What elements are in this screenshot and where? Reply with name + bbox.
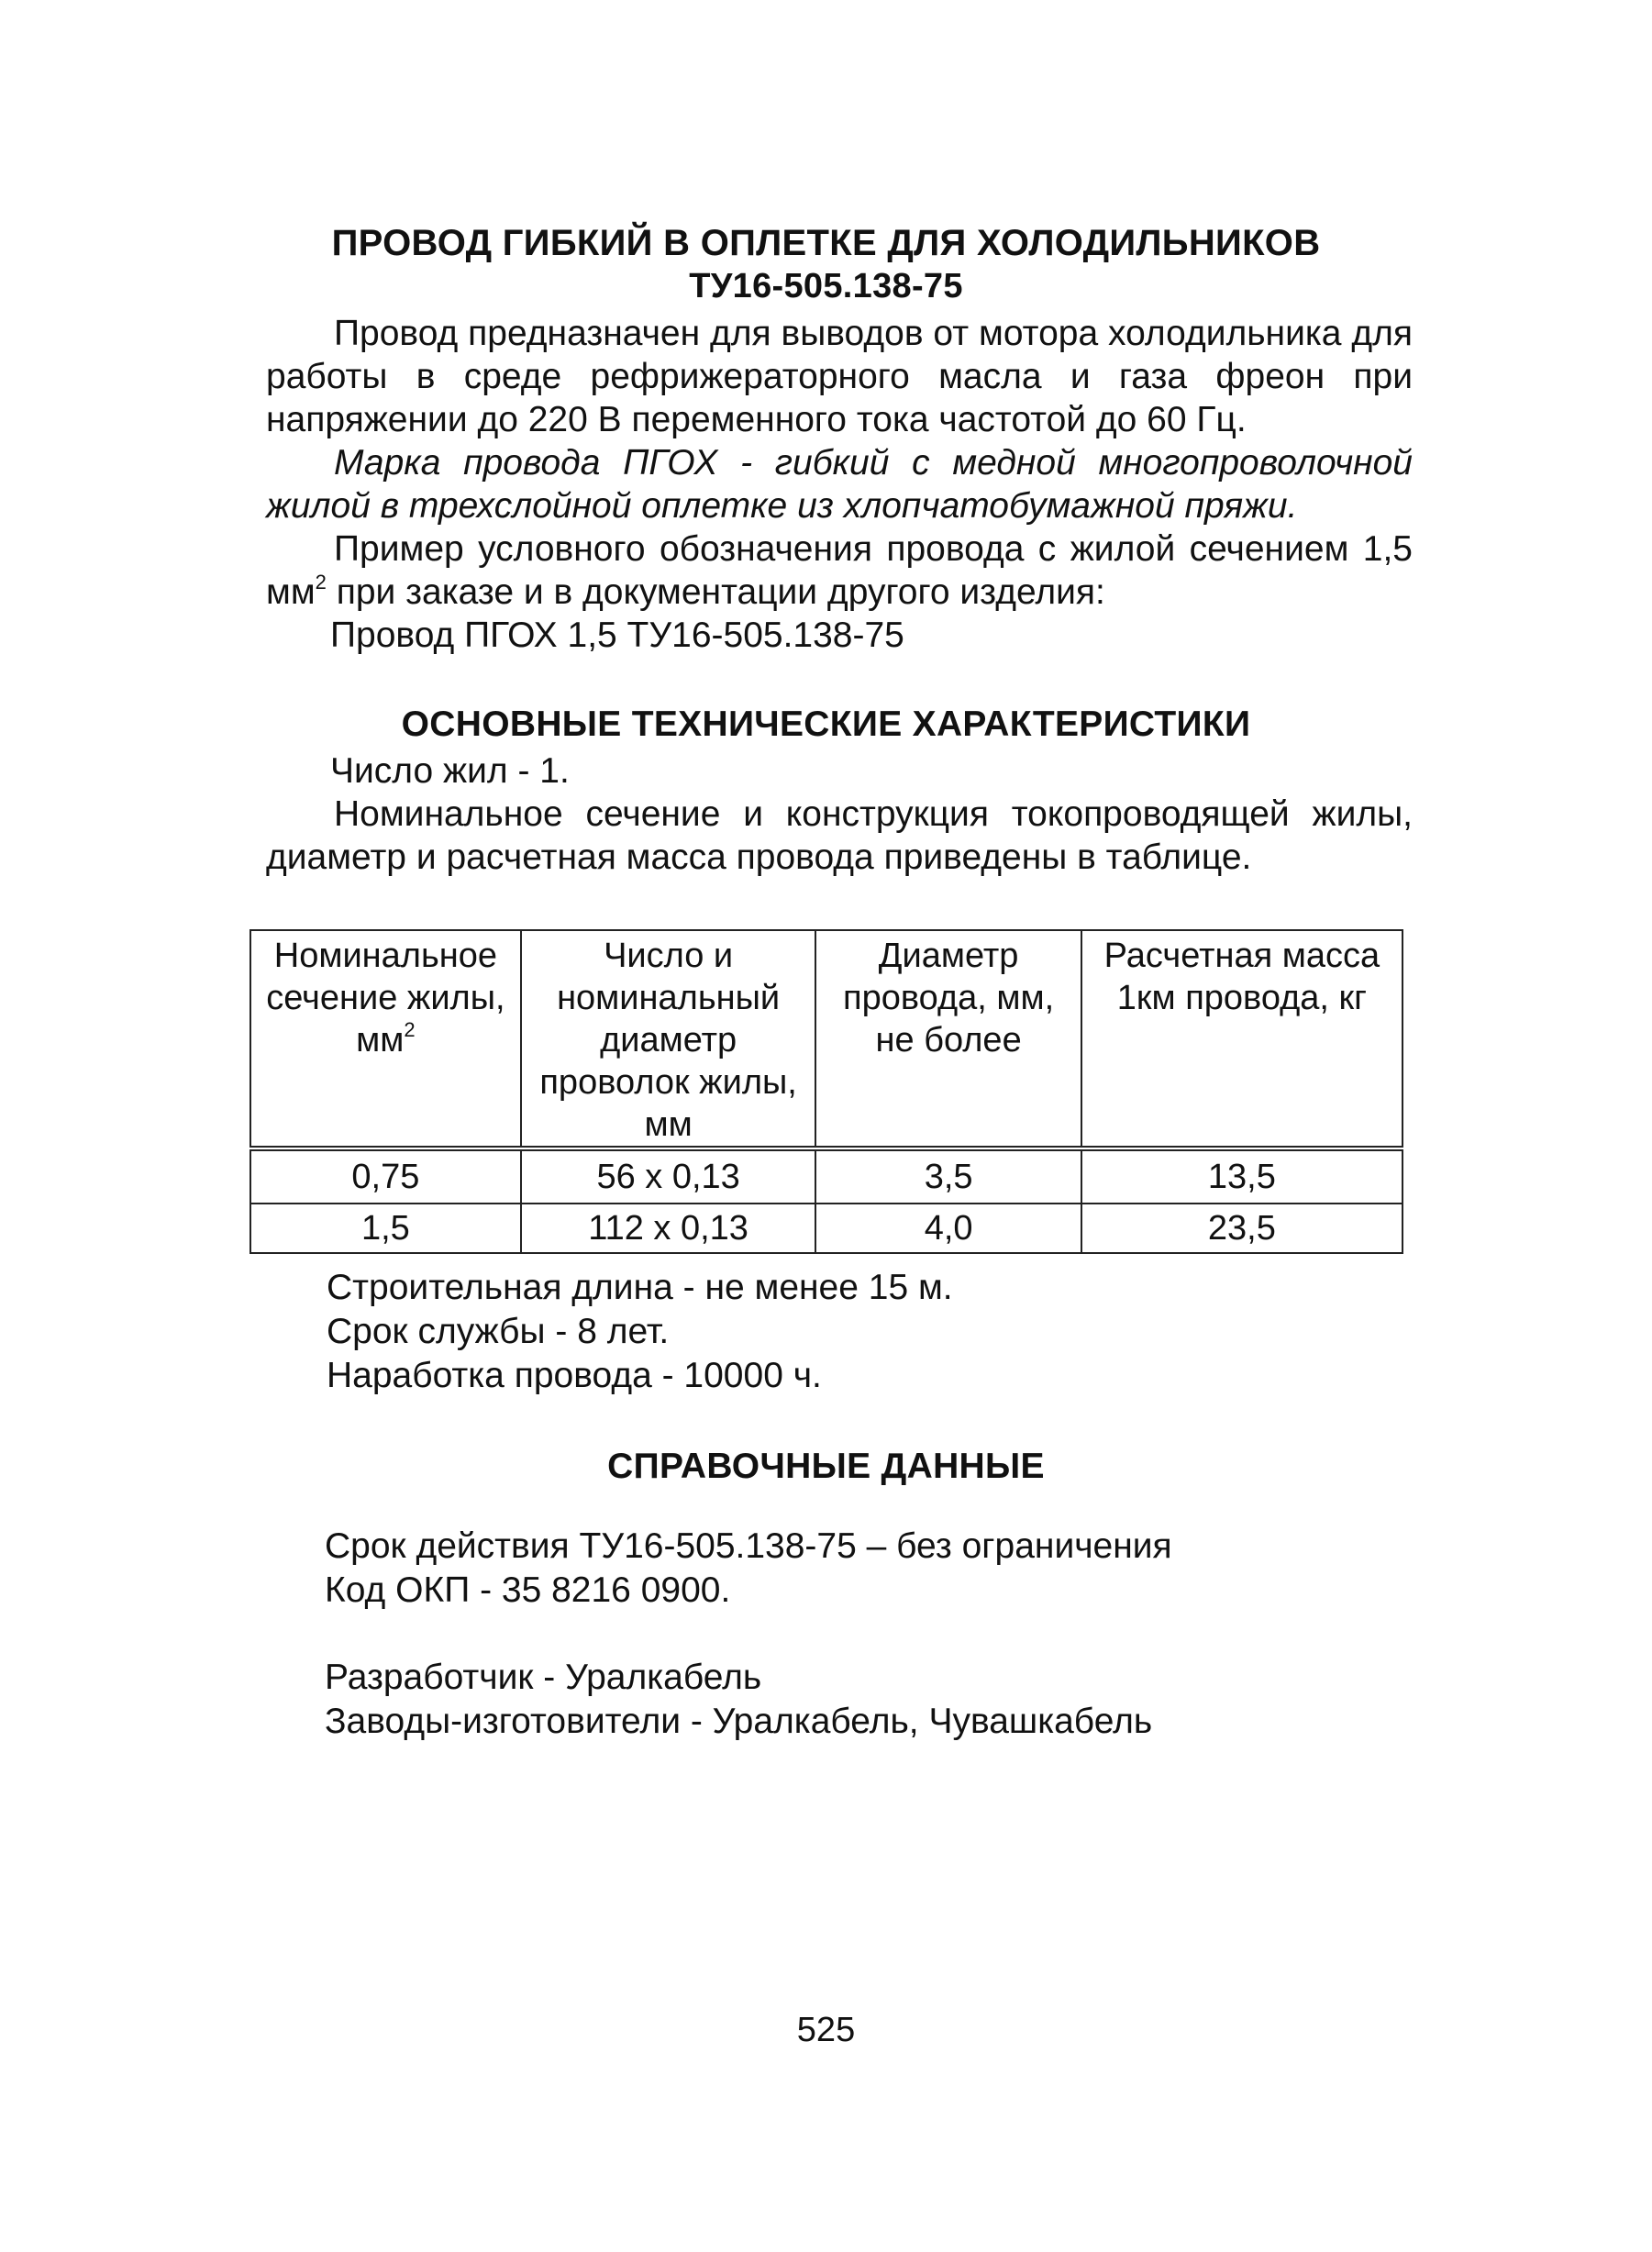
section-heading-reference: СПРАВОЧНЫЕ ДАННЫЕ	[607, 1447, 1045, 1486]
header-mass: Расчетная масса 1км провода, кг	[1081, 930, 1403, 1148]
table-header-row	[250, 930, 1403, 1148]
document-title: ПРОВОД ГИБКИЙ В ОПЛЕТКЕ ДЛЯ ХОЛОДИЛЬНИКОВ	[331, 223, 1321, 263]
header-wire-count: Число и номинальный диаметр проволок жилы, мм	[521, 930, 816, 1148]
intro-paragraph-2	[266, 441, 1413, 527]
designation-example: Провод ПГОХ 1,5 ТУ16-505.138-75	[330, 616, 904, 655]
intro-paragraph-3	[266, 527, 1413, 614]
cell-wires: 112 х 0,13	[521, 1204, 816, 1253]
header-nominal-section-text: Номинальное сечение жилы, мм	[266, 937, 505, 1059]
page-number: 525	[796, 2011, 856, 2049]
example-text-end: при заказе и в документации другого изделия:	[326, 572, 1105, 612]
cell-mass: 13,5	[1081, 1148, 1403, 1204]
superscript: 2	[315, 571, 327, 594]
example-text-start: Пример условного обозначения провода с жилой сечением 1,5 мм	[266, 529, 1413, 612]
header-nominal-section	[250, 930, 521, 1148]
header-diameter: Диаметр провода, мм, не более	[815, 930, 1081, 1148]
construction-length: Строительная длина - не менее 15 м.	[327, 1268, 953, 1307]
cell-mass: 23,5	[1081, 1204, 1403, 1253]
manufacturers: Заводы-изготовители - Уралкабель, Чувашкабель	[325, 1702, 1153, 1741]
operating-time: Наработка провода - 10000 ч.	[327, 1356, 822, 1395]
cell-diameter: 3,5	[815, 1148, 1081, 1204]
service-life: Срок службы - 8 лет.	[327, 1312, 670, 1351]
section-heading-characteristics: ОСНОВНЫЕ ТЕХНИЧЕСКИЕ ХАРАКТЕРИСТИКИ	[401, 704, 1251, 744]
cell-diameter: 4,0	[815, 1204, 1081, 1253]
developer: Разработчик - Уралкабель	[325, 1658, 762, 1697]
table-intro-text: Номинальное сечение и конструкция токопроводящей жилы, диаметр и расчетная масса провода приведены в таблице.	[266, 794, 1413, 877]
okp-code: Код ОКП - 35 8216 0900.	[325, 1570, 731, 1610]
table-row	[250, 1148, 1403, 1204]
cell-section: 1,5	[250, 1204, 521, 1253]
header-superscript: 2	[404, 1018, 416, 1041]
validity-period: Срок действия ТУ16-505.138-75 – без ограничения	[325, 1526, 1172, 1566]
spec-code: ТУ16-505.138-75	[689, 267, 963, 305]
table-intro-paragraph	[266, 793, 1413, 879]
table-row	[250, 1204, 1403, 1253]
cell-section: 0,75	[250, 1148, 521, 1204]
intro-text-2: Марка провода ПГОХ - гибкий с медной многопроволочной жилой в трехслойной оплетке из хлопчатобумажной пряжи.	[266, 443, 1413, 526]
cell-wires: 56 х 0,13	[521, 1148, 816, 1204]
intro-paragraph-1	[266, 312, 1413, 441]
cores-count: Число жил - 1.	[330, 751, 570, 791]
intro-text-1: Провод предназначен для выводов от мотора холодильника для работы в среде рефрижераторного масла и газа фреон при напряжении до 220 В переменного тока частотой до 60 Гц.	[266, 314, 1413, 439]
specs-table	[249, 929, 1403, 1254]
